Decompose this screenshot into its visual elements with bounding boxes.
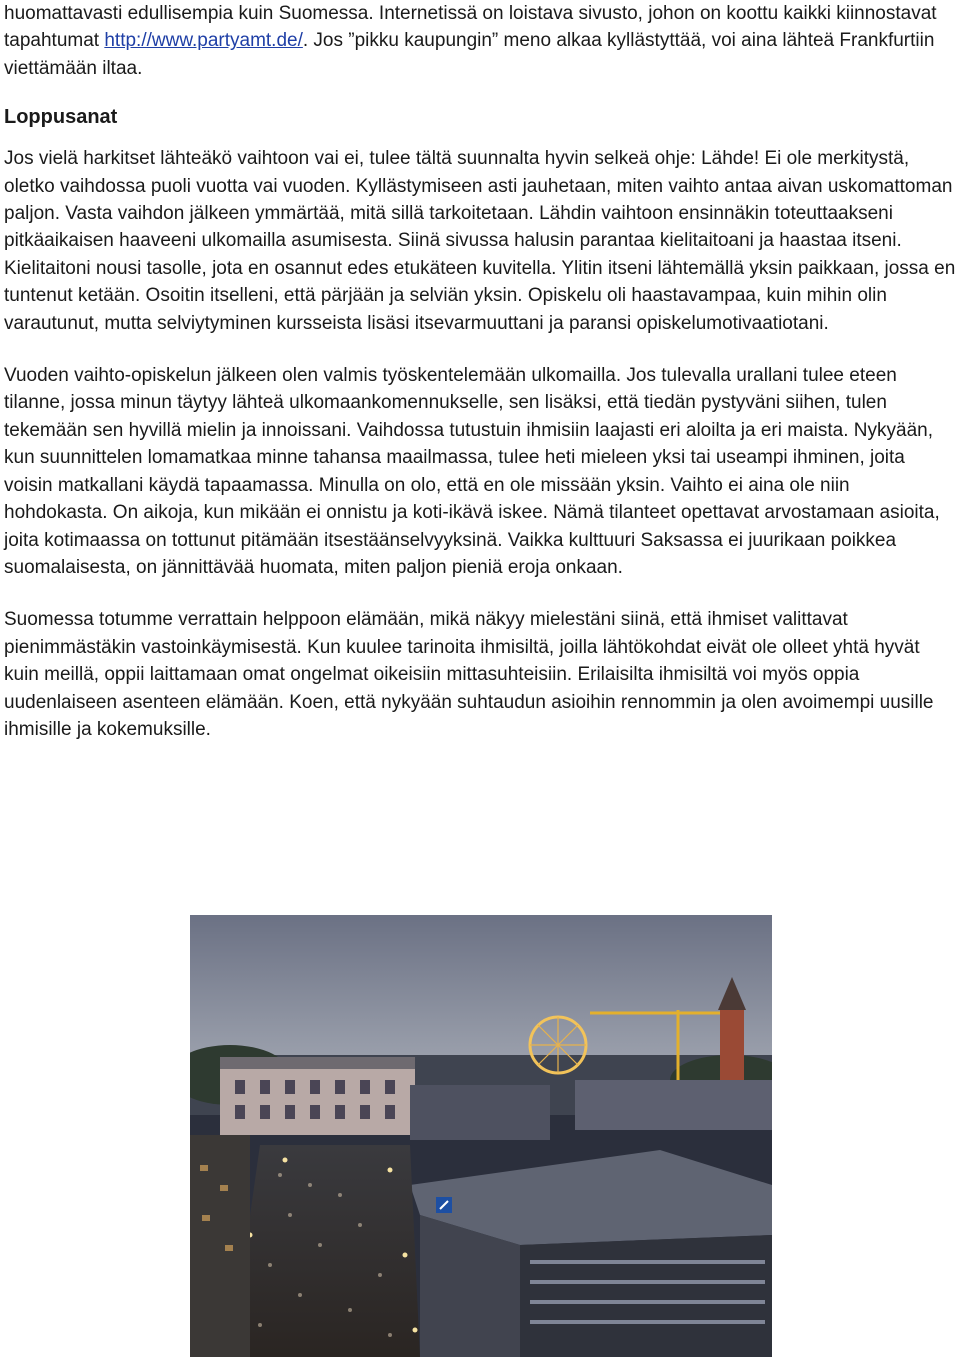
section-heading: Loppusanat xyxy=(4,106,118,129)
intro-text-after-link: . Jos ”pikku kaupungin” meno alkaa kyllästyttää, voi aina lähteä Frankfurtiin viettämään iltaa. xyxy=(4,30,935,79)
middle-buildings xyxy=(410,1085,550,1140)
left-street-buildings xyxy=(190,1135,250,1357)
paragraph-1: Jos vielä harkitset lähteäkö vaihtoon vai ei, tulee tältä suunnalta hyvin selkeä ohje: Lähde! Ei ole merkitystä, oletko vaihdossa puoli vuotta vai vuoden. Kyllästymiseen asti jauhetaan, miten vaihto antaa aivan uskomattoman paljon. Vasta vaihdon jälkeen ymmärtää, mitä sillä tarkoitetaan. Lähdin vaihtoon ensinnäkin toteuttaakseni pitkäaikaisen haaveeni ulkomailla asumisesta. Siinä sivussa halusin parantaa kielitaitoani ja haastaa itseni. Kielitaitoni nousi tasolle, jota en osannut edes etukäteen kuvitella. Ylitin itseni lähtemällä yksin paikkaan, jossa en tuntenut ketään. Osoitin itselleni, että pärjään ja selviän yksin. Opiskelu oli haastavampaa, kuin mihin olin varautunut, mutta selviytyminen kursseista lisäsi itsevarmuuttani ja paransi opiskelumotivaatiotani. xyxy=(4,148,956,334)
palace-building xyxy=(220,1065,415,1135)
paragraph-3: Suomessa totumme verrattain helppoon elämään, mikä näkyy mielestäni siinä, että ihmiset valittavat pienimmästäkin vastoinkäymisestä. Kun kuulee tarinoita ihmisiltä, joilla lähtökohdat eivät ole olleet yhtä hyvät kuin meillä, oppii laittamaan omat ongelmat oikeisiin mittasuhteisiin. Erilaisilta ihmisiltä voi myös oppia uudenlaiseen asenteen elämään. Koen, että nykyään suhtaudun asioihin rennommin ja olen avoimempi uusille ihmisille ja kokemuksille. xyxy=(4,609,934,740)
city-evening-photo xyxy=(190,915,772,1357)
paragraph-2: Vuoden vaihto-opiskelun jälkeen olen valmis työskentelemään ulkomailla. Jos tulevalla urallani tulee eteen tilanne, jossa minun täytyy lähteä ulkomaankomennukselle, sen lisäksi, että tiedän pystyväni siihen, tulen tekemään sen hyvillä mielin ja innoissani. Vaihdossa tutustuin ihmisiin laajasti eri aloilta ja eri maista. Nykyään, kun suunnittelen lomamatkaa minne tahansa maailmassa, tulee heti mieleen yksi tai useampi ihminen, joita voisin matkallani käydä tapaamassa. Minulla on olo, että en ole missään yksin. Vaihto ei aina ole niin hohdokasta. On aikoja, kun mikään ei onnistu ja koti-ikävä iskee. Nämä tilanteet opettavat arvostamaan asioita, joita kotimaassa on tottunut pitämään itsestäänselvyyksinä. Vaikka kulttuuri Saksassa ei juurikaan poikkea suomalaisesta, on jännittävää huomata, miten paljon pieniä eroja onkaan. xyxy=(4,365,940,578)
document-page xyxy=(4,0,956,743)
partyamt-link[interactable]: http://www.partyamt.de/ xyxy=(104,30,303,52)
intro-paragraph xyxy=(4,0,956,82)
intro-text-before-link: huomattavasti edullisempia kuin Suomessa. Internetissä on loistava sivusto, johon on koottu kaikki kiinnostavat tapahtumat xyxy=(4,3,937,52)
palace-roof xyxy=(220,1057,415,1069)
